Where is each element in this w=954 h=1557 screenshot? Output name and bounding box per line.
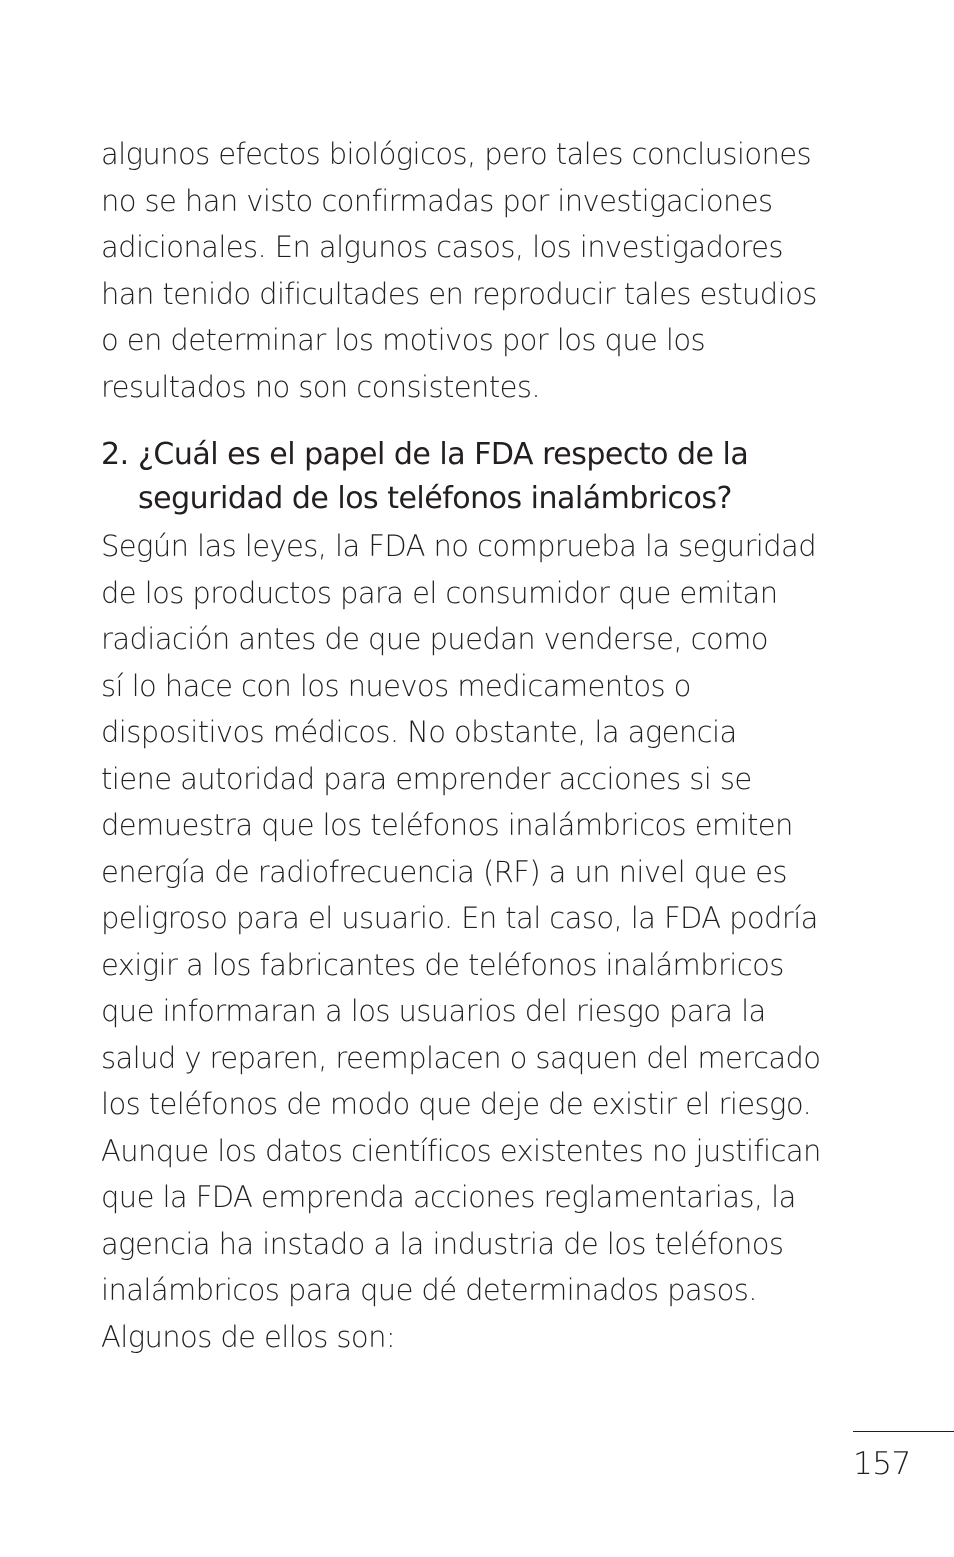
question-line-1: ¿Cuál es el papel de la FDA respecto de la (138, 437, 749, 472)
question-line-2: seguridad de los teléfonos inalámbricos? (138, 481, 732, 516)
paragraph-line: Según las leyes, la FDA no comprueba la seguridad (101, 529, 817, 563)
paragraph-line: que informaran a los usuarios del riesgo para la (101, 994, 766, 1028)
paragraph-line: algunos efectos biológicos, pero tales conclusiones (101, 137, 811, 171)
paragraph-line: han tenido dificultades en reproducir tales estudios (101, 276, 817, 311)
paragraph-line: Algunos de ellos son: (101, 1319, 396, 1354)
question-heading (101, 433, 901, 521)
paragraph-line: peligroso para el usuario. En tal caso, la FDA podría (101, 901, 818, 935)
paragraph-line: no se han visto confirmadas por investigaciones (101, 183, 773, 218)
paragraph-line: inalámbricos para que dé determinados pasos. (101, 1273, 757, 1307)
paragraph-line: demuestra que los teléfonos inalámbricos emiten (101, 808, 793, 842)
footer-divider (853, 1431, 954, 1432)
paragraph-line: que la FDA emprenda acciones reglamentarias, la (101, 1180, 796, 1214)
body-paragraph-2 (101, 523, 901, 1360)
paragraph-line: tiene autoridad para emprender acciones si se (101, 761, 752, 796)
paragraph-line: salud y reparen, reemplacen o saquen del mercado (101, 1040, 821, 1075)
paragraph-line: radiación antes de que puedan venderse, como (101, 622, 768, 656)
paragraph-line: de los productos para el consumidor que emitan (101, 575, 778, 610)
paragraph-line: sí lo hace con los nuevos medicamentos o (101, 668, 691, 703)
paragraph-line: agencia ha instado a la industria de los teléfonos (101, 1226, 784, 1261)
paragraph-line: los teléfonos de modo que deje de existir el riesgo. (101, 1087, 812, 1121)
paragraph-line: exigir a los fabricantes de teléfonos inalámbricos (101, 947, 784, 982)
paragraph-line: o en determinar los motivos por los que los (101, 323, 706, 357)
paragraph-line: resultados no son consistentes. (101, 369, 540, 404)
page-number: 157 (853, 1446, 911, 1482)
paragraph-line: Aunque los datos científicos existentes no justifican (101, 1133, 821, 1168)
paragraph-line: adicionales. En algunos casos, los investigadores (101, 230, 783, 264)
question-number: 2. (101, 437, 129, 472)
body-paragraph-1 (101, 131, 901, 410)
paragraph-line: dispositivos médicos. No obstante, la agencia (101, 715, 737, 749)
paragraph-line: energía de radiofrecuencia (RF) a un nivel que es (101, 854, 787, 889)
